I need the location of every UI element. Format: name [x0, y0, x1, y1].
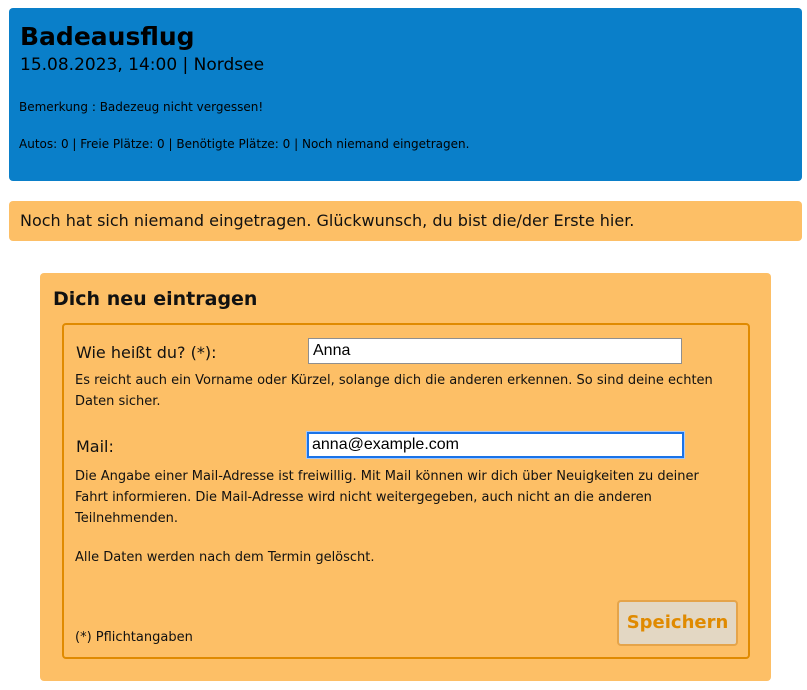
name-label: Wie heißt du? (*): [76, 343, 217, 362]
name-hint: Es reicht auch ein Vorname oder Kürzel, solange dich die anderen erkennen. So sind deine echten Daten sicher. [75, 373, 713, 409]
signup-fieldset [62, 323, 750, 659]
notice-banner: Noch hat sich niemand eingetragen. Glückwunsch, du bist die/der Erste hier. [9, 201, 802, 241]
name-input[interactable] [308, 338, 682, 364]
deletion-note: Alle Daten werden nach dem Termin gelöscht. [75, 550, 375, 565]
mail-hint: Die Angabe einer Mail-Adresse ist freiwillig. Mit Mail können wir dich über Neuigkeiten zu deiner Fahrt informieren. Die Mail-Adresse wird nicht weitergegeben, auch nicht an die anderen Teilnehmenden. [75, 469, 699, 526]
event-remark: Bemerkung : Badezeug nicht vergessen! [19, 100, 264, 114]
mail-input[interactable] [307, 432, 684, 458]
signup-card [40, 273, 771, 681]
required-note: (*) Pflichtangaben [75, 630, 193, 645]
event-stats: Autos: 0 | Freie Plätze: 0 | Benötigte Plätze: 0 | Noch niemand eingetragen. [19, 137, 470, 151]
form-title: Dich neu eintragen [53, 288, 258, 310]
event-header [9, 8, 802, 181]
save-button[interactable]: Speichern [617, 600, 738, 646]
mail-label: Mail: [76, 437, 114, 456]
event-title: Badeausflug [20, 22, 195, 51]
event-date-location: 15.08.2023, 14:00 | Nordsee [20, 55, 265, 75]
